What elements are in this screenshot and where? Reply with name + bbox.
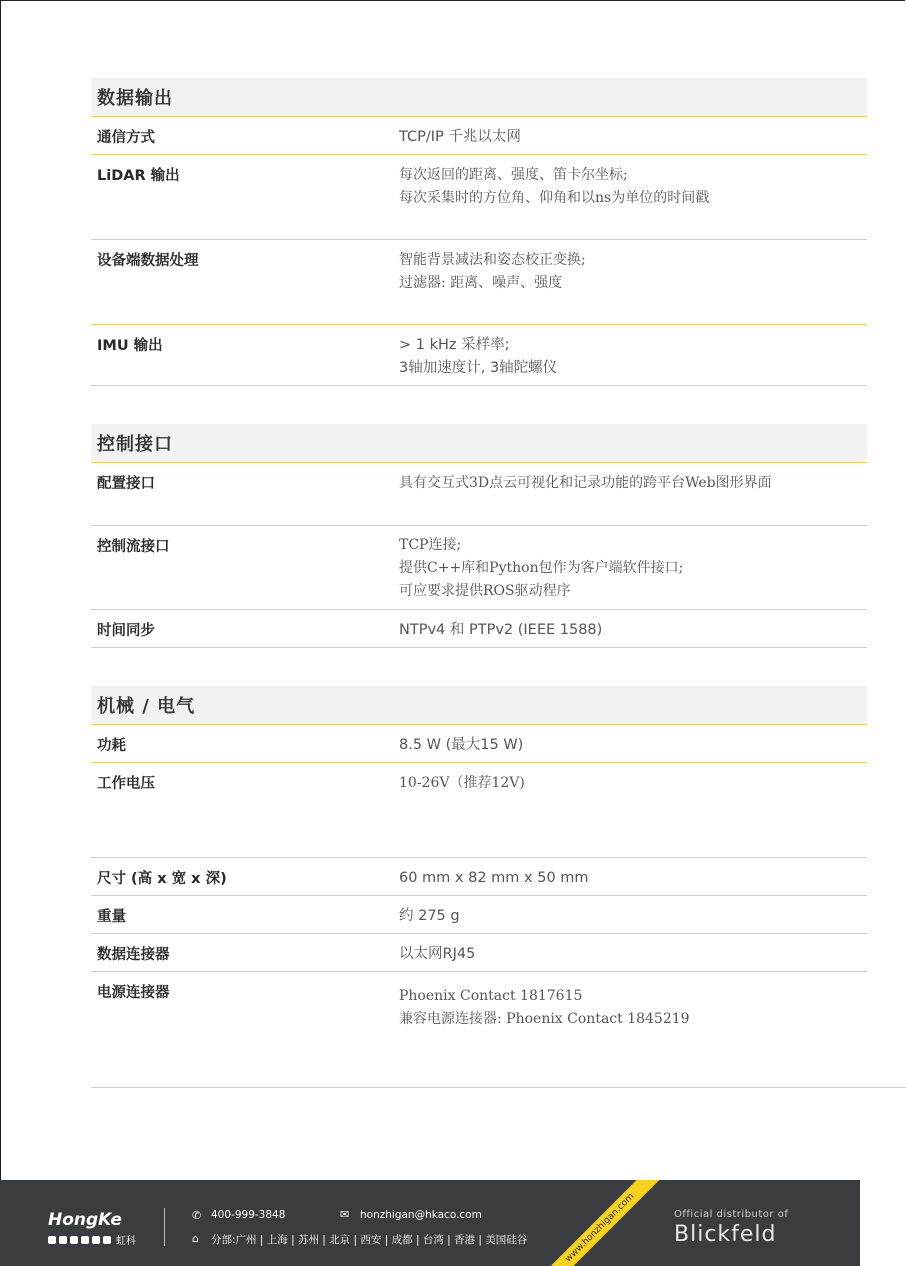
section-title: 机械 / 电气 — [91, 686, 867, 725]
distributor-label: Official distributor of — [674, 1209, 789, 1220]
brand-cn: 虹科 — [116, 1236, 136, 1247]
spec-key: 电源连接器 — [97, 985, 170, 1001]
spec-value: NTPv4 和 PTPv2 (IEEE 1588) — [399, 622, 603, 638]
spec-key: IMU 输出 — [97, 338, 163, 354]
spec-key: 设备端数据处理 — [97, 253, 199, 269]
footer-separator — [164, 1208, 165, 1246]
spec-value: 具有交互式3D点云可视化和记录功能的跨平台Web图形界面 — [399, 475, 772, 491]
spec-row — [91, 117, 867, 155]
spec-value: 智能背景减法和姿态校正变换; 过滤器: 距离、噪声、强度 — [399, 252, 586, 291]
spec-key: 时间同步 — [97, 623, 155, 639]
spec-value: > 1 kHz 采样率; 3轴加速度计, 3轴陀螺仪 — [399, 337, 558, 376]
spec-value: Phoenix Contact 1817615 兼容电源连接器: Phoenix Contact 1845219 — [399, 988, 690, 1027]
spec-key: 控制流接口 — [97, 539, 170, 555]
spec-row — [91, 896, 867, 934]
spec-value: 10-26V（推荐12V) — [399, 775, 525, 791]
spec-row — [91, 763, 867, 858]
home-icon: ⌂ — [192, 1232, 199, 1245]
spec-key: 通信方式 — [97, 130, 155, 146]
spec-value: TCP/IP 千兆以太网 — [399, 129, 521, 145]
spec-key: 功耗 — [97, 738, 126, 754]
phone-icon: ✆ — [192, 1209, 202, 1222]
section-title: 数据输出 — [91, 78, 867, 117]
spec-value: TCP连接; 提供C++库和Python包作为客户端软件接口; 可应要求提供ROS驱动程序 — [399, 537, 684, 599]
spec-key: 配置接口 — [97, 476, 155, 492]
spec-key: 数据连接器 — [97, 947, 170, 963]
spec-row — [91, 325, 867, 386]
spec-row — [91, 934, 867, 972]
bottom-divider — [91, 1087, 906, 1088]
spec-row — [91, 463, 867, 526]
spec-key: LiDAR 输出 — [97, 168, 180, 184]
website-ribbon[interactable]: www.honzhigan.com — [531, 1180, 670, 1266]
spec-value: 以太网RJ45 — [399, 946, 476, 962]
section-data-output — [91, 78, 867, 386]
spec-key: 工作电压 — [97, 776, 155, 792]
spec-value: 60 mm x 82 mm x 50 mm — [399, 870, 589, 886]
spec-value: 每次返回的距离、强度、笛卡尔坐标; 每次采集时的方位角、仰角和以ns为单位的时间戳 — [399, 167, 710, 206]
mail-icon: ✉ — [340, 1208, 350, 1221]
spec-row — [91, 725, 867, 763]
spec-value: 8.5 W (最大15 W) — [399, 737, 524, 753]
section-control-interface — [91, 424, 867, 648]
section-mechanical-electrical — [91, 686, 867, 1052]
spec-row — [91, 526, 867, 610]
footer-email[interactable]: honzhigan@hkaco.com — [360, 1209, 482, 1221]
spec-row — [91, 610, 867, 648]
spec-key: 尺寸 (高 x 宽 x 深) — [97, 871, 227, 887]
brand-logo: HongKe — [48, 1210, 122, 1230]
spec-value: 约 275 g — [399, 908, 460, 924]
section-title: 控制接口 — [91, 424, 867, 463]
spec-row — [91, 240, 867, 325]
footer-branches: 分部:广州 | 上海 | 苏州 | 北京 | 西安 | 成都 | 台湾 | 香港 | 美国硅谷 — [211, 1234, 528, 1246]
spec-row — [91, 972, 867, 1052]
spec-key: 重量 — [97, 909, 126, 925]
footer-phone[interactable]: 400-999-3848 — [211, 1209, 286, 1221]
brand-logo-dots — [48, 1232, 136, 1247]
spec-row — [91, 858, 867, 896]
spec-row — [91, 155, 867, 240]
footer — [0, 1180, 860, 1266]
distributor-logo: Blickfeld — [674, 1222, 777, 1247]
